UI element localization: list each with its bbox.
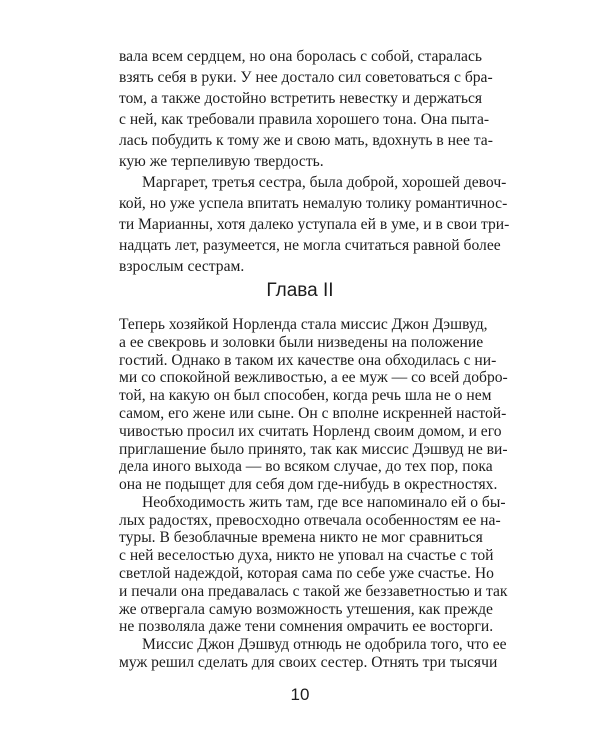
text-line: самом, его жене или сыне. Он с вполне искренней настой- — [119, 405, 507, 422]
text-line: взрослым сестрам. — [119, 258, 245, 275]
text-line: гостий. Однако в таком их качестве она обходилась с ни- — [119, 352, 497, 369]
text-line: приглашение было принято, так как миссис Дэшвуд не ви- — [119, 441, 508, 458]
text-line: дела иного выхода — во всяком случае, до тех пор, пока — [119, 458, 493, 475]
text-line: ти Марианны, хотя далеко уступала ей в уме, и в свои три- — [119, 216, 510, 233]
text-line: Теперь хозяйкой Норленда стала миссис Джон Дэшвуд, — [119, 316, 488, 333]
text-line: взять себя в руки. У нее достало сил советоваться с бра- — [119, 69, 493, 86]
text-line: лых радостях, превосходно отвечала особенностям ее на- — [119, 512, 501, 529]
text-line: не позволяла даже тени сомнения омрачить ее восторги. — [119, 618, 494, 635]
text-line: ми со спокойной вежливостью, а ее муж — со всей добро- — [119, 369, 508, 386]
text-line: а ее свекровь и золовки были низведены на положение — [119, 334, 484, 351]
text-line: кой, но уже успела впитать немалую толику романтичнос- — [119, 195, 508, 212]
text-line: светлой надеждой, которая сама по себе уже счастье. Но — [119, 565, 494, 582]
text-line: кую же терпеливую твердость. — [119, 153, 324, 170]
chapter-title: Глава II — [266, 280, 334, 301]
text-line: муж решил сделать для своих сестер. Отнять три тысячи — [119, 654, 498, 671]
text-line: с ней, как требовали правила хорошего тона. Она пыта- — [119, 111, 490, 128]
text-line: туры. В безоблачные времена никто не мог сравниться — [119, 529, 483, 546]
text-line: том, а также достойно встретить невестку и держаться — [119, 90, 483, 107]
page-number: 10 — [290, 685, 310, 704]
text-line: надцать лет, разумеется, не могла считаться равной более — [119, 237, 501, 254]
text-line: она не подыщет для себя дом где-нибудь в окрестностях. — [119, 476, 498, 493]
text-line: Маргарет, третья сестра, была доброй, хорошей девоч- — [142, 174, 507, 191]
text-line: и печали она предавалась с такой же беззаветностью и так — [119, 583, 508, 600]
text-line: той, на какую он был способен, когда речь шла не о нем — [119, 387, 492, 404]
text-line: лась побудить к тому же и свою мать, вдохнуть в нее та- — [119, 132, 493, 149]
text-line: чивостью просил их считать Норленд своим домом, и его — [119, 423, 502, 440]
text-line: Необходимость жить там, где все напоминало ей о бы- — [142, 494, 506, 511]
text-line: же отвергала самую возможность утешения, как прежде — [119, 601, 493, 618]
text-line: с ней веселостью духа, никто не уповал на счастье с той — [119, 547, 494, 564]
text-line: вала всем сердцем, но она боролась с собой, старалась — [119, 48, 482, 65]
text-line: Миссис Джон Дэшвуд отнюдь не одобрила того, что ее — [142, 636, 507, 653]
